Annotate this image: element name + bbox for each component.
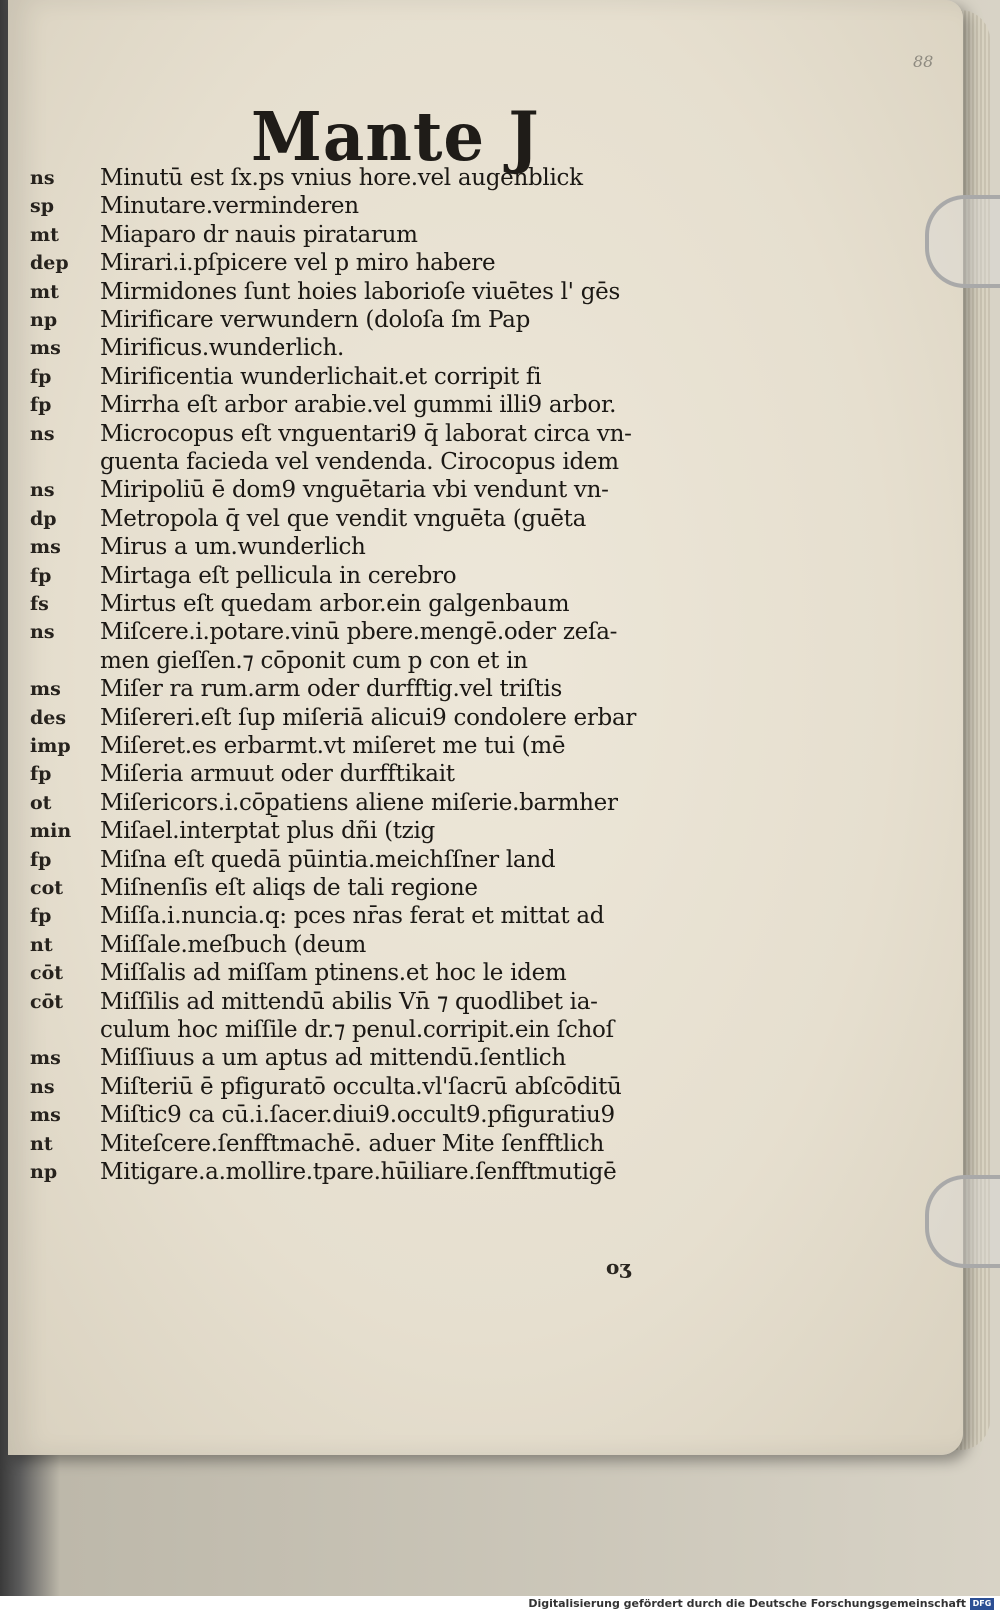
entry-line: Miſeria armuut oder durfftikait <box>100 761 455 788</box>
entry-line: culum hoc miſſile dr.⁊ penul.corripit.ein ſchoſ <box>100 1017 614 1043</box>
entry-line: Miſſiuus a um aptus ad mittendū.ſentlich <box>100 1045 566 1072</box>
margin-note: mt <box>30 280 59 303</box>
entry-line: Miſtic9 ca cū.i.ſacer.diui9.occult9.pfiguratiu9 <box>100 1102 615 1129</box>
entry-line: Miſteriū ē pfiguratō occulta.vl'ſacrū abſcōditū <box>100 1073 622 1100</box>
entry-line: Mitigare.a.mollire.tpare.hūiliare.ſenfftmutigē <box>100 1159 617 1185</box>
entry-line: Mirari.i.pſpicere vel p miro habere <box>100 250 496 277</box>
margin-note: nt <box>30 933 53 956</box>
margin-note: ns <box>30 479 55 502</box>
margin-note: nt <box>30 1132 53 1155</box>
margin-note: ms <box>30 1047 61 1070</box>
dfg-logo: DFG <box>970 1598 994 1610</box>
entry-line: Miſereri.eſt ſup miſeriā alicui9 condolere erbar <box>100 704 637 731</box>
margin-note: fp <box>30 564 52 587</box>
margin-note: ms <box>30 337 61 360</box>
entry-line: Microcopus eſt vnguentari9 q̄ laborat circa vn- <box>100 420 632 447</box>
margin-note: dep <box>30 252 69 275</box>
entry-line: Miaparo dr nauis piratarum <box>100 221 418 248</box>
entry-line: Miſael.interptat̄ plus dñi (tzig <box>100 818 435 845</box>
margin-note: cōt <box>30 990 64 1013</box>
book-page <box>8 0 963 1455</box>
margin-note: min <box>30 820 72 843</box>
folio-number: 88 <box>913 52 934 71</box>
entry-line: Miſſale.meſbuch (deum <box>100 931 367 958</box>
entry-line: Miſſalis ad miſſam ptinens.et hoc le idem <box>100 960 567 987</box>
margin-note: fp <box>30 394 52 417</box>
entry-line: Metropola q̄ vel que vendit vnguēta (guēta <box>100 505 587 532</box>
entry-line: Mirus a um.wunderlich <box>100 534 366 561</box>
margin-note: np <box>30 309 58 331</box>
entry-line: Mirrha eſt arbor arabie.vel gummi illi9 arbor. <box>100 392 617 419</box>
margin-note: dp <box>30 507 57 530</box>
margin-note: fp <box>30 905 52 928</box>
margin-note: np <box>30 1161 58 1183</box>
margin-note: ns <box>30 621 55 644</box>
margin-note: ms <box>30 536 61 559</box>
entry-line: Miſer ra rum.arm oder durfftig.vel triſtis <box>100 676 562 703</box>
margin-note: cot <box>30 877 64 899</box>
page-clip-bottom <box>925 1175 1000 1268</box>
footer-credit: Digitalisierung gefördert durch die Deutsche Forschungsgemeinschaft <box>528 1597 966 1610</box>
margin-note: mt <box>30 223 59 246</box>
margin-note: imp <box>30 735 71 757</box>
entry-line: Miſſa.i.nuncia.q: pces nr̄as ferat et mittat ad <box>100 903 605 930</box>
catchword: oʒ <box>606 1255 631 1279</box>
entry-line: Mirmidones ſunt hoies laborioſe viuētes l' gēs <box>100 278 620 305</box>
entry-line: Miſnenſis eſt aliqs de tali regione <box>100 875 478 901</box>
entry-line: Miſna eſt quedā pūintia.meichſſner land <box>100 846 556 873</box>
running-head: Mante J <box>251 98 540 177</box>
margin-note: fp <box>30 763 52 786</box>
entry-line: Miſcere.i.potare.vinū pbere.mengē.oder zeſa- <box>100 619 618 646</box>
margin-note: cōt <box>30 962 64 985</box>
margin-note: fp <box>30 848 52 871</box>
entry-line: Miteſcere.ſenfftmachē. aduer Mite ſenfftlich <box>100 1130 604 1157</box>
entry-line: Miſericors.i.cōpatiens aliene miſerie.barmher <box>100 789 618 816</box>
entry-line: Minutū est ſx.ps vnius hore.vel augenblick <box>100 165 583 191</box>
margin-note: fp <box>30 365 52 388</box>
entry-line: Mirificare verwundern (doloſa ſm Pap <box>100 307 530 333</box>
entry-line: Mirificus.wunderlich. <box>100 335 344 362</box>
entry-line: men gieſſen.⁊ cōponit cum p con et in <box>100 647 528 674</box>
margin-note: sp <box>30 195 54 218</box>
margin-note: ms <box>30 1104 61 1127</box>
margin-note: des <box>30 706 67 729</box>
entry-line: Miripoliū ē dom9 vnguētaria vbi vendunt vn- <box>100 477 609 504</box>
margin-note: ms <box>30 678 61 701</box>
entry-line: Minutare.verminderen <box>100 193 359 220</box>
margin-note: ns <box>30 167 55 189</box>
entry-line: Miſſilis ad mittendū abilis Vn̄ ⁊ quodlibet ia- <box>100 988 598 1015</box>
entry-line: Mirtus eſt quedam arbor.ein galgenbaum <box>100 591 570 617</box>
margin-note: fs <box>30 593 49 615</box>
margin-note: ot <box>30 791 52 814</box>
page-clip-top <box>925 195 1000 288</box>
margin-note: ns <box>30 1075 55 1098</box>
entry-line: guenta facieda vel vendenda. Cirocopus idem <box>100 449 619 475</box>
entry-line: Mirificentia wunderlichait.et corripit fi <box>100 363 542 390</box>
margin-note: ns <box>30 422 55 445</box>
entry-line: Mirtaga eſt pellicula in cerebro <box>100 562 457 589</box>
entry-line: Miſeret.es erbarmt.vt miſeret me tui (mē <box>100 733 566 759</box>
